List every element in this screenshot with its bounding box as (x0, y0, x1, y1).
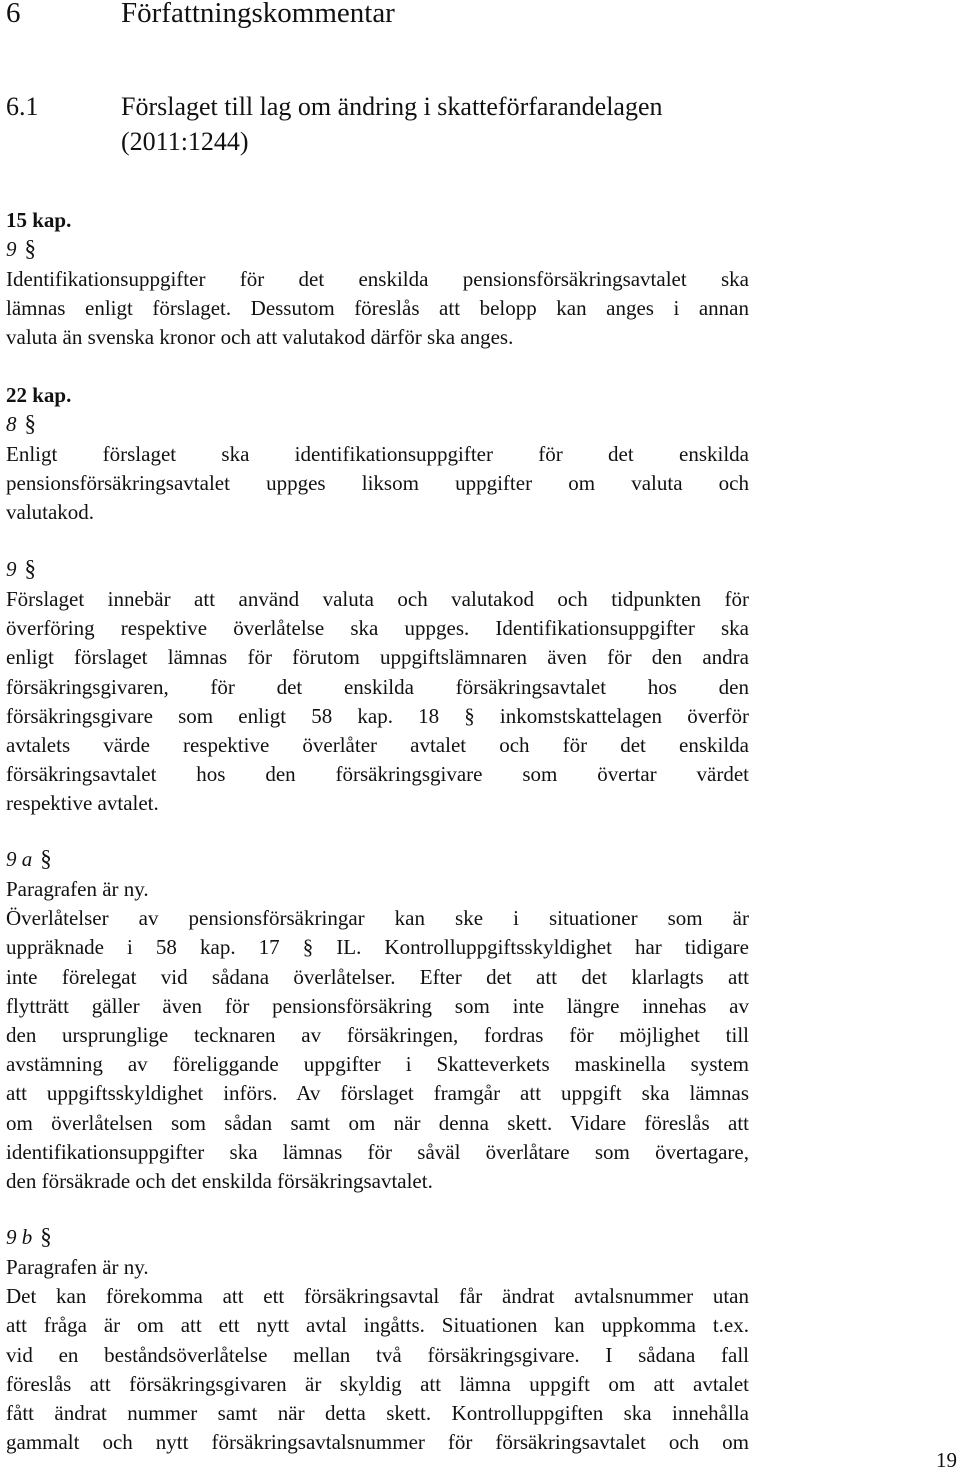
paragraph-label (6, 556, 36, 582)
text-line: lämnas enligt förslaget. Dessutom föreslås att belopp kan anges i annan (6, 296, 749, 321)
text-line: vid en beståndsöverlåtelse mellan två försäkringsgivare. I sådana fall (6, 1342, 749, 1367)
text-line: fått ändrat nummer samt när detta skett. Kontrolluppgiften ska innehålla (6, 1400, 749, 1425)
text-line: valuta än svenska kronor och att valutakod därför ska anges. (6, 325, 514, 350)
text-line: att fråga är om att ett nytt avtal ingåtts. Situationen kan uppkomma t.ex. (6, 1313, 749, 1338)
text-line: Paragrafen är ny. (6, 877, 149, 901)
text-line: avtalets värde respektive överlåter avtalet och för det enskilda (6, 732, 749, 757)
text-line: Paragrafen är ny. (6, 1255, 149, 1279)
text-line: försäkringsavtalet hos den försäkringsgivare som övertar värdet (6, 762, 749, 787)
text-line: Förslaget innebär att använd valuta och valutakod och tidpunkten för (6, 587, 749, 611)
text-line: Identifikationsuppgifter för det enskilda pensionsförsäkringsavtalet ska (6, 267, 749, 291)
text-line: inte förelegat vid sådana överlåtelser. Efter det att det klarlagts att (6, 964, 749, 989)
text-line: identifikationsuppgifter ska lämnas för såväl överlåtare som övertagare, (6, 1139, 749, 1164)
section-heading-title-line2: (2011:1244) (121, 127, 249, 156)
text-line: den ursprunglige tecknaren av försäkringen, fordras för möjlighet till (6, 1022, 749, 1047)
paragraph-number: 9 a (6, 847, 33, 871)
section-sign-icon: § (24, 236, 36, 261)
text-line: respektive avtalet. (6, 791, 159, 816)
text-line: valutakod. (6, 500, 95, 525)
paragraph-body (6, 585, 749, 819)
text-line: flytträtt gäller även för pensionsförsäkring som inte längre innehas av (6, 993, 749, 1018)
text-line: försäkringsgivaren, för det enskilda försäkringsavtalet hos den (6, 674, 749, 699)
chapter-label: 22 kap. (6, 383, 72, 407)
text-line: föreslås att försäkringsgivaren är skyldig att lämna uppgift om att avtalet (6, 1371, 749, 1396)
paragraph-number: 9 b (6, 1225, 33, 1249)
paragraph-body (6, 440, 749, 528)
text-line: försäkringsgivare som enligt 58 kap. 18 § inkomstskattelagen överför (6, 703, 749, 728)
text-line: Det kan förekomma att ett försäkringsavtal får ändrat avtalsnummer utan (6, 1284, 749, 1309)
paragraph-label (6, 236, 36, 262)
paragraph-label (6, 846, 52, 872)
paragraph-body (6, 875, 749, 1196)
section-sign-icon: § (40, 846, 52, 871)
text-line: Enligt förslaget ska identifikationsuppgifter för det enskilda (6, 442, 749, 466)
text-line: om överlåtelsen som sådan samt om när denna skett. Vidare föreslås att (6, 1110, 749, 1135)
text-line: enligt förslaget lämnas för förutom uppgiftslämnaren även för den andra (6, 645, 749, 670)
chapter-heading-title: Författningskommentar (121, 0, 395, 29)
text-line: avstämning av föreliggande uppgifter i Skatteverkets maskinella system (6, 1052, 749, 1077)
paragraph-body (6, 1253, 749, 1457)
paragraph-number: 8 (6, 412, 17, 436)
chapter-heading-number: 6 (6, 0, 21, 29)
text-line: gammalt och nytt försäkringsavtalsnummer för försäkringsavtalet och om (6, 1430, 749, 1455)
section-sign-icon: § (40, 1224, 52, 1249)
text-line: pensionsförsäkringsavtalet uppges liksom uppgifter om valuta och (6, 471, 749, 496)
chapter-label: 15 kap. (6, 208, 72, 232)
text-line: att uppgiftsskyldighet införs. Av förslaget framgår att uppgift ska lämnas (6, 1081, 749, 1106)
section-heading-title-line1: Förslaget till lag om ändring i skatteförfarandelagen (121, 92, 663, 121)
page-number: 19 (936, 1448, 957, 1472)
paragraph-body (6, 265, 749, 353)
paragraph-label (6, 1224, 52, 1250)
text-line: uppräknade i 58 kap. 17 § IL. Kontrolluppgiftsskyldighet har tidigare (6, 935, 749, 960)
paragraph-number: 9 (6, 557, 17, 581)
section-sign-icon: § (24, 556, 36, 581)
section-sign-icon: § (24, 411, 36, 436)
section-heading-number: 6.1 (6, 92, 39, 121)
text-line: Överlåtelser av pensionsförsäkringar kan ske i situationer som är (6, 906, 749, 931)
text-line: den försäkrade och det enskilda försäkringsavtalet. (6, 1168, 433, 1193)
paragraph-label (6, 411, 36, 437)
text-line: överföring respektive överlåtelse ska uppges. Identifikationsuppgifter ska (6, 616, 749, 641)
paragraph-number: 9 (6, 237, 17, 261)
